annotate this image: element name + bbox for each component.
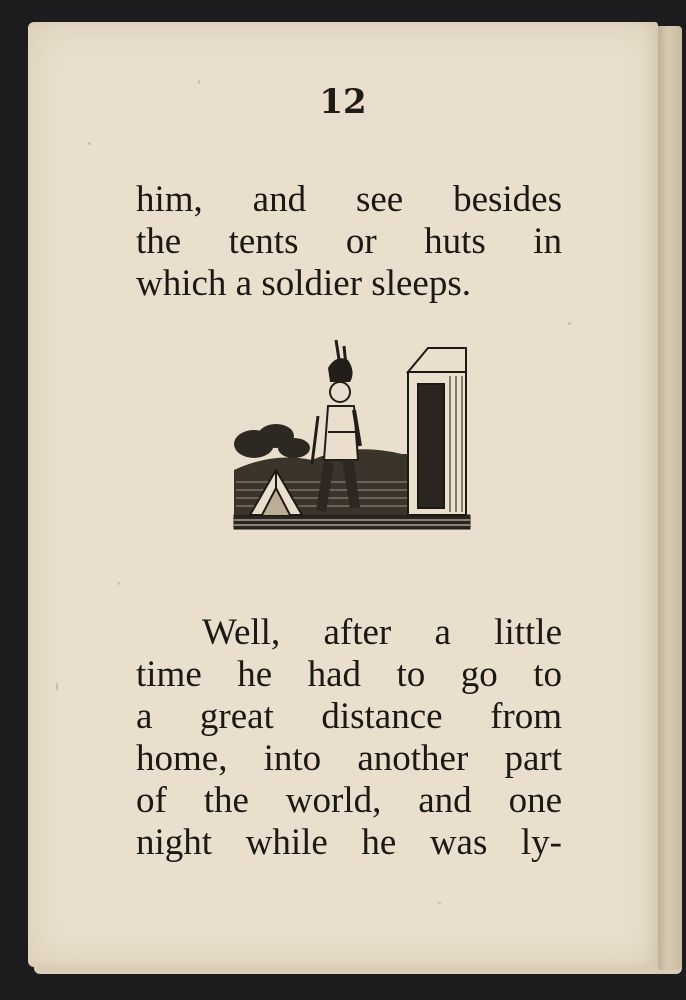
text-line: him, and see besides xyxy=(136,179,562,220)
paper-speck xyxy=(56,682,58,691)
page-number: 12 xyxy=(319,82,367,122)
paper-speck xyxy=(438,902,441,904)
text-line: of the world, and one xyxy=(136,780,562,821)
paragraph-1 xyxy=(136,179,562,305)
text-line: the tents or huts in xyxy=(136,221,562,262)
text-line: night while he was ly- xyxy=(136,822,562,863)
book-page xyxy=(28,22,658,967)
text-line: a great distance from xyxy=(136,696,562,737)
next-page-edge xyxy=(658,26,682,970)
sentry-box xyxy=(408,348,466,515)
paragraph-2 xyxy=(136,612,562,864)
paper-speck xyxy=(88,142,91,145)
text-line: Well, after a little xyxy=(202,612,562,653)
paper-speck xyxy=(568,322,571,325)
text-line: time he had to go to xyxy=(136,654,562,695)
text-line: home, into another part xyxy=(136,738,562,779)
smoke-cloud xyxy=(234,424,310,458)
paper-speck xyxy=(118,582,120,585)
soldier-sentry-woodcut xyxy=(232,332,472,538)
text-line: which a soldier sleeps. xyxy=(136,263,471,304)
ground xyxy=(234,515,470,529)
